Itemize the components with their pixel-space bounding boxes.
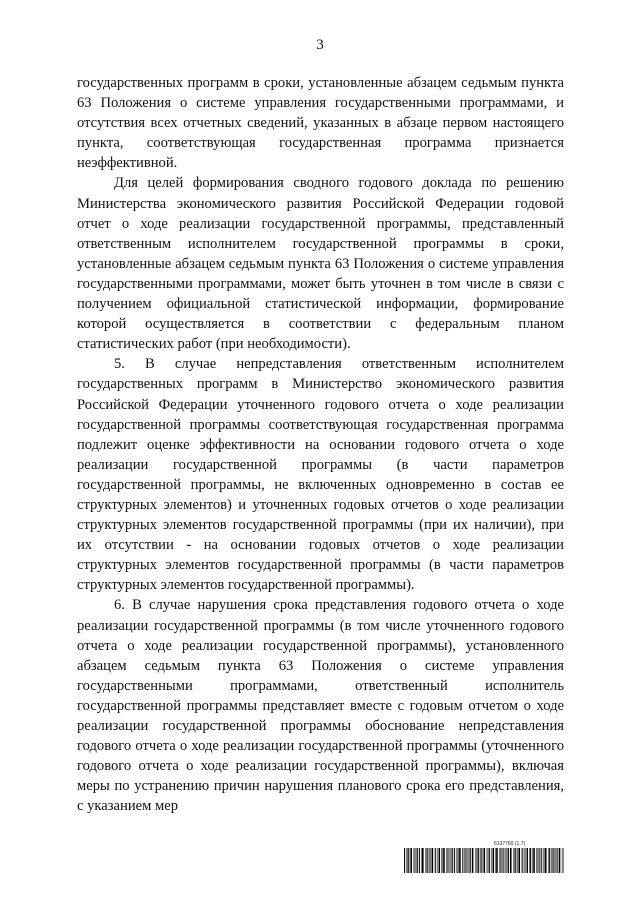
barcode-bar [507,848,508,873]
barcode-bar [475,848,476,873]
barcode-bar [539,848,540,873]
barcode-bar [441,848,442,873]
barcode-bar [562,848,563,873]
barcode-bar [406,848,407,873]
barcode-bar [496,848,498,873]
barcode-bar [452,848,453,873]
barcode-bar [505,848,506,873]
barcode-bar [465,848,466,873]
barcode-bar [419,848,420,873]
barcode-bar [518,848,520,873]
barcode-bar [459,848,461,873]
barcode-bar [476,848,477,873]
barcode-bar [541,848,542,873]
barcode-bar [513,848,514,873]
barcode-bar [495,848,496,873]
barcode-icon [404,848,564,873]
barcode-bar [500,848,501,873]
barcode-bar [548,848,549,873]
barcode-bar [414,848,415,873]
barcode-bar [543,848,544,873]
barcode-bar [483,848,485,873]
paragraph-item-5: 5. В случае непредставления ответственным исполнителем государственных программ в Министерство экономического развития Российской Федерации уточненного годового отчета о ходе реализации государственной программы соответствующая государственная программа подлежит оценке эффективности на основании годового отчета о ходе реализации государственной программы (в части параметров государственной программы, не включенных одновременно в состав ее структурных элементов) и уточненных годовых отчетов о ходе реализации структурных элементов государственной программы (при их наличии), при их отсутствии - на основании годовых отчетов о ходе реализации структурных элементов государственной программы (в части параметров структурных элементов государственной программы). [77,356,564,594]
barcode-bar [526,848,527,873]
barcode-bar [442,848,443,873]
barcode-bar [503,848,504,873]
barcode-bar [545,848,547,873]
barcode-bar [488,848,489,873]
barcode-bar [553,848,554,873]
barcode-bar [437,848,438,873]
barcode-bar [472,848,474,873]
barcode-bar [559,848,561,873]
barcode-bar [447,848,448,873]
barcode-bar [450,848,451,873]
barcode-bar [508,848,509,873]
barcode-bar [527,848,528,873]
barcode-bar [435,848,436,873]
barcode-bar [462,848,463,873]
barcode-bar [563,848,564,873]
barcode-bar [446,848,447,873]
barcode-bar [529,848,530,873]
barcode-bar [515,848,516,873]
paragraph-item-6: 6. В случае нарушения срока представления годового отчета о ходе реализации государственной программы (в том числе уточненного годового отчета о ходе реализации государственной программы), установленного абзацем седьмым пункта 63 Положения о системе управления государственными программами, ответственный исполнитель государственной программы представляет вместе с годовым отчетом о ходе реализации государственной программы обоснование непредставления годового отчета о ходе реализации государственной программы (уточненного годового отчета о ходе реализации государственной программы), включая меры по устранению причин нарушения планового срока его представления, с указанием мер [77,597,564,815]
barcode-bar [538,848,539,873]
barcode-bar [427,848,428,873]
barcode-bar [506,848,507,873]
barcode-bar [430,848,431,873]
barcode-bar [432,848,434,873]
barcode-bar [443,848,445,873]
barcode-bar [470,848,471,873]
barcode-bar [536,848,537,873]
barcode-bar [429,848,430,873]
barcode-bar [530,848,531,873]
barcode-bar [533,848,535,873]
barcode-bar [556,848,557,873]
barcode-bar [510,848,512,873]
barcode-bar [487,848,488,873]
barcode-bar [415,848,416,873]
barcode-bar [439,848,440,873]
barcode-bar [477,848,478,873]
paragraph-consolidated-report: Для целей формирования сводного годового доклада по решению Министерства экономического развития Российской Федерации годовой отчет о ходе реализации государственной программы, представленный ответственным исполнителем государственной программы в сроки, установленные абзацем седьмым пункта 63 Положения о системе управления государственными программами, может быть уточнен в том числе в связи с получением официальной статистической информации, формирование которой осуществляется в соответствии с федеральным планом статистических работ (при необходимости). [77,175,564,353]
paragraph-continuation: государственных программ в сроки, установленные абзацем седьмым пункта 63 Положения о системе управления государственными программами, и отсутствия всех отчетных сведений, указанных в абзаце первом настоящего пункта, соответствующая государственная программа признается неэффективной. [77,75,564,172]
barcode-bar [451,848,452,873]
barcode-bar [416,848,417,873]
barcode-bar [514,848,515,873]
barcode-bar [480,848,481,873]
barcode-bar [524,848,525,873]
barcode-bar [454,848,455,873]
barcode-bar [517,848,518,873]
barcode-bar [549,848,550,873]
barcode-bar [525,848,526,873]
barcode-bar [478,848,479,873]
barcode-bar [425,848,426,873]
barcode-bar [468,848,469,873]
barcode-bar [544,848,545,873]
barcode-bar [481,848,482,873]
barcode-bar [456,848,457,873]
barcode-bar [421,848,422,873]
barcode-bar [417,848,418,873]
barcode-bar [551,848,552,873]
barcode-bar [464,848,465,873]
barcode-bar [458,848,459,873]
page-number: 3 [316,37,324,53]
barcode-bar [457,848,458,873]
barcode-bar [469,848,470,873]
barcode-bar [422,848,424,873]
document-code: 6137760 (1.7) [494,841,526,847]
barcode-bar [410,848,412,873]
barcode-bar [492,848,493,873]
barcode-bar [426,848,427,873]
barcode-bar [438,848,439,873]
barcode-bar [552,848,553,873]
barcode-bar [499,848,500,873]
barcode-bar [557,848,558,873]
document-body [77,73,564,816]
barcode-bar [489,848,490,873]
barcode-bar [491,848,492,873]
barcode-bar [408,848,409,873]
barcode-bar [407,848,408,873]
barcode-bar [493,848,494,873]
barcode-bar [404,848,405,873]
barcode-bar [522,848,523,873]
barcode-bar [532,848,533,873]
